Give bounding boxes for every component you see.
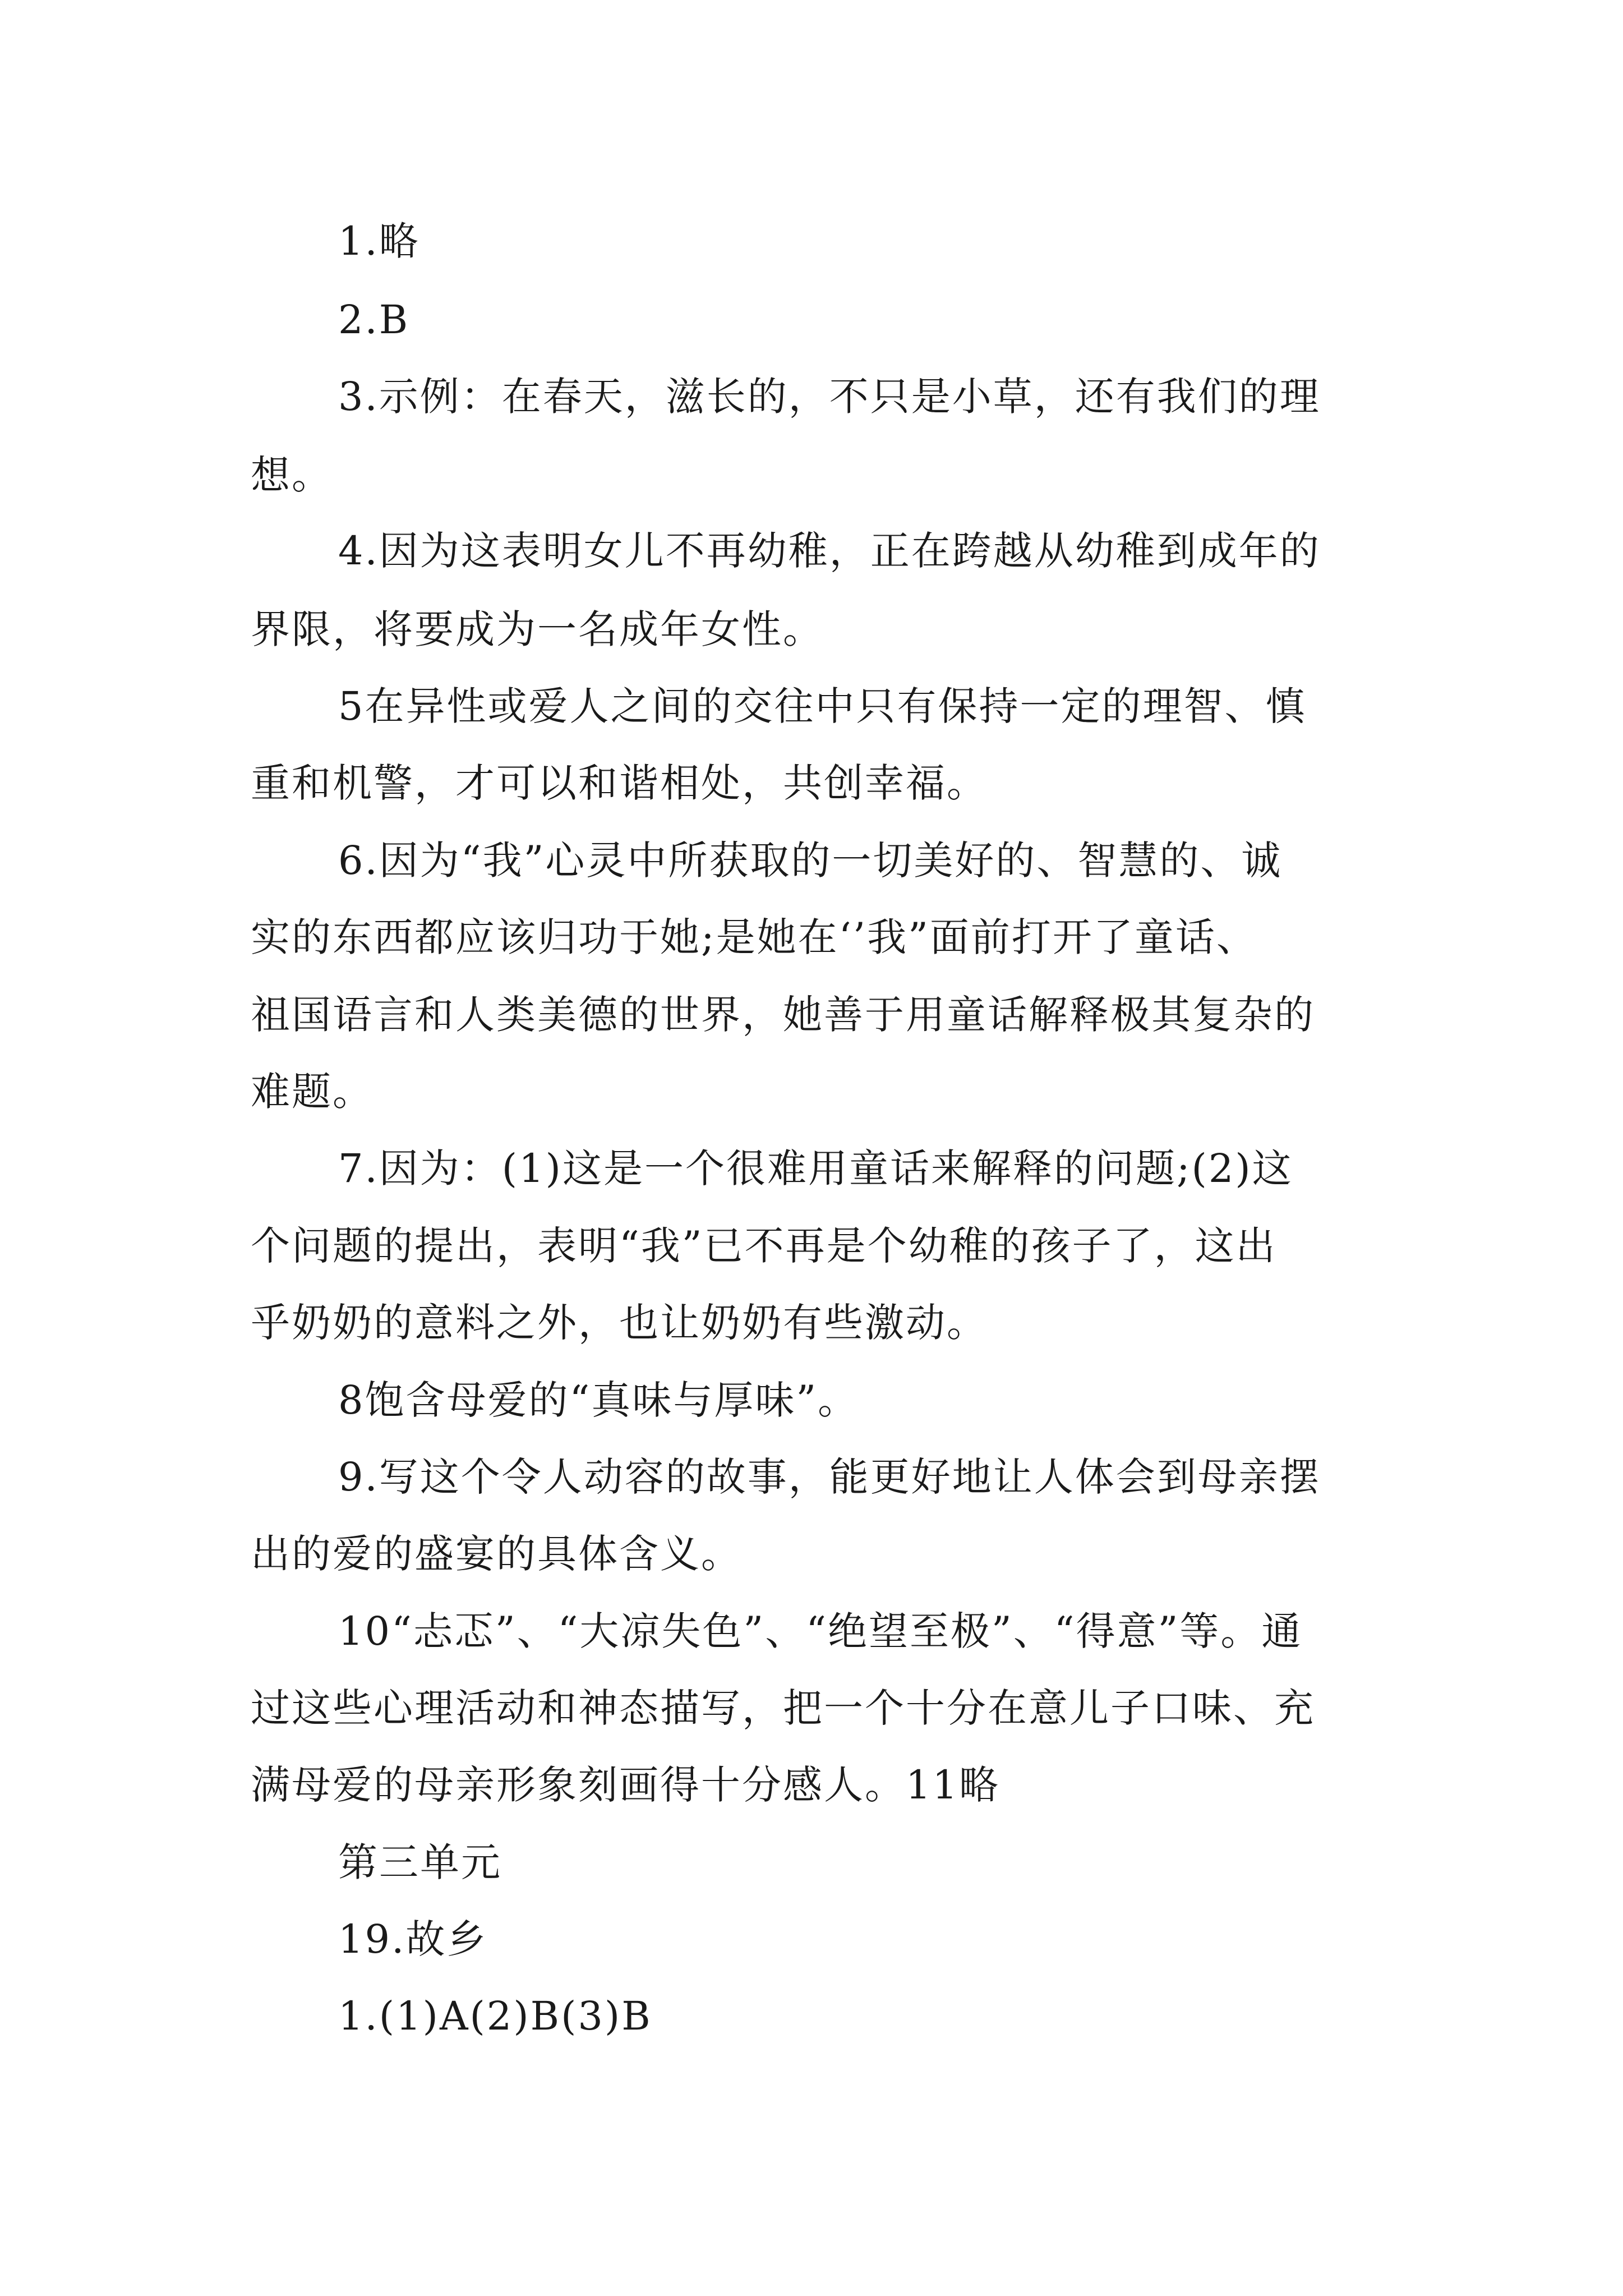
answer-5-line-1: 5在异性或爱人之间的交往中只有保持一定的理智、慎	[338, 683, 1307, 729]
lesson-title: 19.故乡	[338, 1916, 488, 1962]
answer-6-line-3: 祖国语言和人类美德的世界，她善于用童话解释极其复杂的	[251, 992, 1315, 1038]
answer-9-line-2: 出的爱的盛宴的具体含义。	[251, 1531, 742, 1577]
answer-6-line-2: 实的东西都应该归功于她;是她在‘’我”面前打开了童话、	[251, 914, 1257, 960]
answer-4-line-1: 4.因为这表明女儿不再幼稚，正在跨越从幼稚到成年的	[338, 528, 1321, 574]
answer-9-line-1: 9.写这个令人动容的故事，能更好地让人体会到母亲摆	[338, 1454, 1321, 1500]
answer-8: 8饱含母爱的“真味与厚味”。	[338, 1377, 859, 1423]
answer-7-line-2: 个问题的提出，表明“我”已不再是个幼稚的孩子了，这出	[251, 1223, 1277, 1269]
answer-3-line-2: 想。	[251, 452, 333, 498]
answer-10-line-3: 满母爱的母亲形象刻画得十分感人。11略	[251, 1762, 1000, 1808]
answer-3-line-1: 3.示例：在春天，滋长的，不只是小草，还有我们的理	[338, 374, 1321, 420]
lesson-answer-1: 1.(1)A(2)B(3)B	[338, 1993, 652, 2039]
answer-5-line-2: 重和机警，才可以和谐相处，共创幸福。	[251, 760, 988, 806]
answer-4-line-2: 界限，将要成为一名成年女性。	[251, 606, 824, 652]
answer-7-line-3: 乎奶奶的意料之外，也让奶奶有些激动。	[251, 1300, 988, 1346]
unit-heading: 第三单元	[338, 1839, 502, 1885]
answer-6-line-1: 6.因为“我”心灵中所获取的一切美好的、智慧的、诚	[338, 838, 1283, 884]
answer-2: 2.B	[338, 297, 410, 343]
answer-10-line-1: 10“忐忑”、“大凉失色”、“绝望至极”、“得意”等。通	[338, 1608, 1303, 1654]
answer-6-line-4: 难题。	[251, 1069, 374, 1115]
answer-1: 1.略	[338, 218, 420, 264]
answer-7-line-1: 7.因为：(1)这是一个很难用童话来解释的问题;(2)这	[338, 1145, 1293, 1191]
answer-10-line-2: 过这些心理活动和神态描写，把一个十分在意儿子口味、充	[251, 1685, 1315, 1731]
